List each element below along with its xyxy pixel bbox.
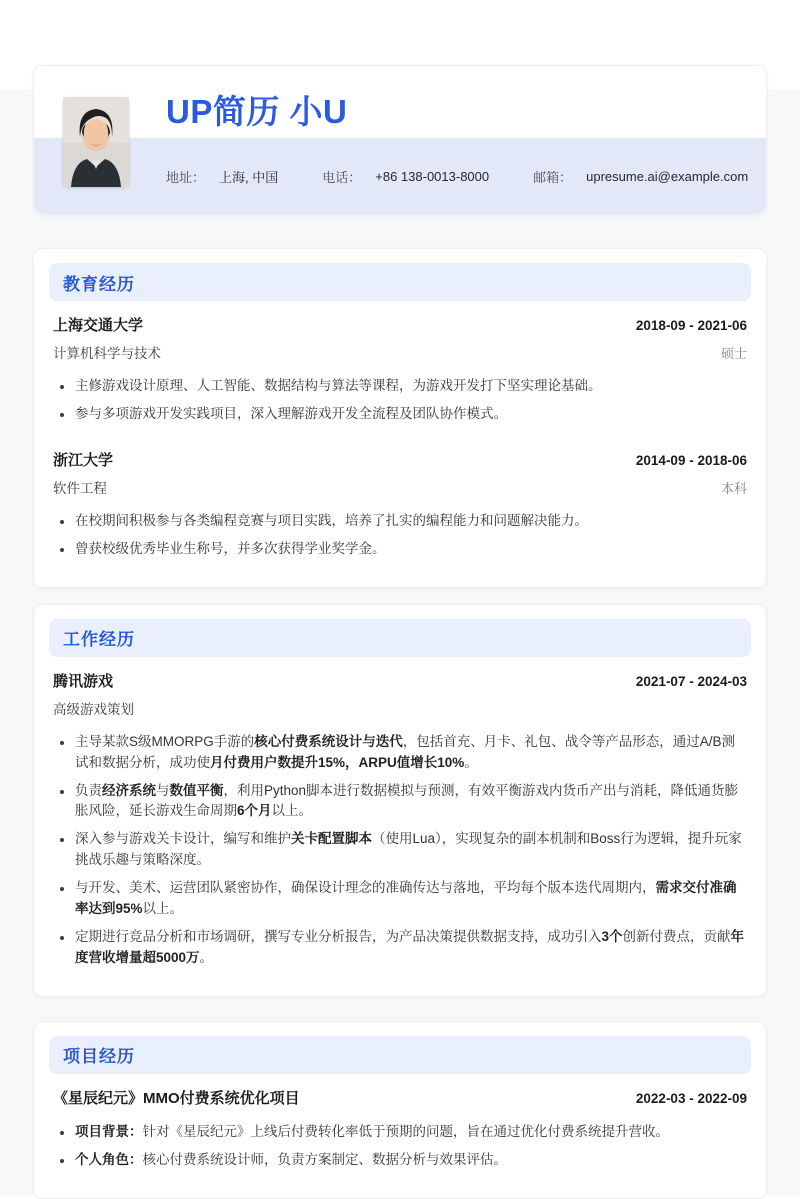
email-label: 邮箱： [533, 169, 573, 185]
contact-phone [322, 167, 489, 186]
bullet-item: 主导某款S级MMORPG手游的核心付费系统设计与迭代，包括首充、月卡、礼包、战令等产品形态，通过A/B测试和数据分析，成功使月付费用户数提升15%，ARPU值增长10%。 [53, 732, 747, 774]
bullet-item: 参与多项游戏开发实践项目，深入理解游戏开发全流程及团队协作模式。 [53, 404, 747, 425]
degree-label: 本科 [720, 480, 747, 496]
education-date-range: 2018-09 - 2021-06 [635, 318, 747, 333]
education-entry [49, 314, 751, 425]
candidate-name: UP简历 小U [166, 93, 348, 130]
bullet-item: 与开发、美术、运营团队紧密协作，确保设计理念的准确传达与落地，平均每个版本迭代周期内，需求交付准确率达到95%以上。 [53, 878, 747, 920]
education-bullet-list [53, 511, 747, 560]
project-section-header [49, 1036, 751, 1074]
profile-photo-image [63, 97, 129, 187]
major-name: 计算机科学与技术 [53, 346, 161, 361]
job-title: 高级游戏策划 [53, 701, 134, 717]
section-projects [33, 1021, 767, 1199]
bullet-item: 在校期间积极参与各类编程竞赛与项目实践，培养了扎实的编程能力和问题解决能力。 [53, 511, 747, 532]
bullet-item: 个人角色：核心付费系统设计师，负责方案制定、数据分析与效果评估。 [53, 1150, 747, 1171]
education-bullet-list [53, 376, 747, 425]
project-date-range: 2022-03 - 2022-09 [635, 1090, 747, 1106]
bullet-item: 负责经济系统与数值平衡，利用Python脚本进行数据模拟与预测，有效平衡游戏内货币产出与消耗，降低通货膨胀风险，延长游戏生命周期6个月以上。 [53, 781, 747, 823]
work-entry [49, 670, 751, 969]
bullet-item: 深入参与游戏关卡设计，编写和维护关卡配置脚本（使用Lua），实现复杂的副本机制和Boss行为逻辑，提升玩家挑战乐趣与策略深度。 [53, 829, 747, 871]
work-section-header [49, 619, 751, 657]
bullet-item: 曾获校级优秀毕业生称号，并多次获得学业奖学金。 [53, 539, 747, 560]
bullet-item: 定期进行竞品分析和市场调研，撰写专业分析报告，为产品决策提供数据支持，成功引入3个创新付费点，贡献年度营收增量超5000万。 [53, 927, 747, 969]
education-date-range: 2014-09 - 2018-06 [635, 452, 747, 468]
contact-bar [34, 138, 766, 214]
project-entry [49, 1087, 751, 1171]
education-section-title: 教育经历 [63, 274, 135, 294]
contact-email [533, 167, 748, 186]
section-work-experience [33, 604, 767, 997]
major-name: 软件工程 [53, 480, 107, 496]
school-name: 上海交通大学 [53, 317, 144, 334]
project-bullet-list [53, 1122, 747, 1171]
phone-label: 电话： [322, 169, 362, 185]
education-section-header [49, 263, 751, 301]
degree-label: 硕士 [720, 346, 747, 361]
work-section-title: 工作经历 [63, 630, 135, 650]
address-value: 上海, 中国 [219, 169, 279, 185]
work-date-range: 2021-07 - 2024-03 [635, 673, 747, 689]
school-name: 浙江大学 [53, 451, 114, 469]
phone-value: +86 138-0013-8000 [375, 168, 490, 184]
profile-photo [63, 97, 129, 187]
bullet-item: 项目背景：针对《星辰纪元》上线后付费转化率低于预期的问题，旨在通过优化付费系统提升营收。 [53, 1122, 747, 1143]
contact-row [166, 138, 792, 214]
project-name: 《星辰纪元》MMO付费系统优化项目 [53, 1089, 300, 1107]
project-section-title: 项目经历 [63, 1047, 135, 1067]
email-value: upresume.ai@example.com [586, 168, 749, 184]
address-label: 地址： [166, 169, 206, 185]
contact-address [166, 167, 278, 186]
company-name: 腾讯游戏 [53, 672, 114, 690]
resume-page [0, 65, 800, 1195]
education-entry [49, 449, 751, 560]
section-education [33, 248, 767, 588]
work-bullet-list [53, 732, 747, 969]
bullet-item: 主修游戏设计原理、人工智能、数据结构与算法等课程，为游戏开发打下坚实理论基础。 [53, 376, 747, 397]
resume-header-card [33, 65, 767, 215]
